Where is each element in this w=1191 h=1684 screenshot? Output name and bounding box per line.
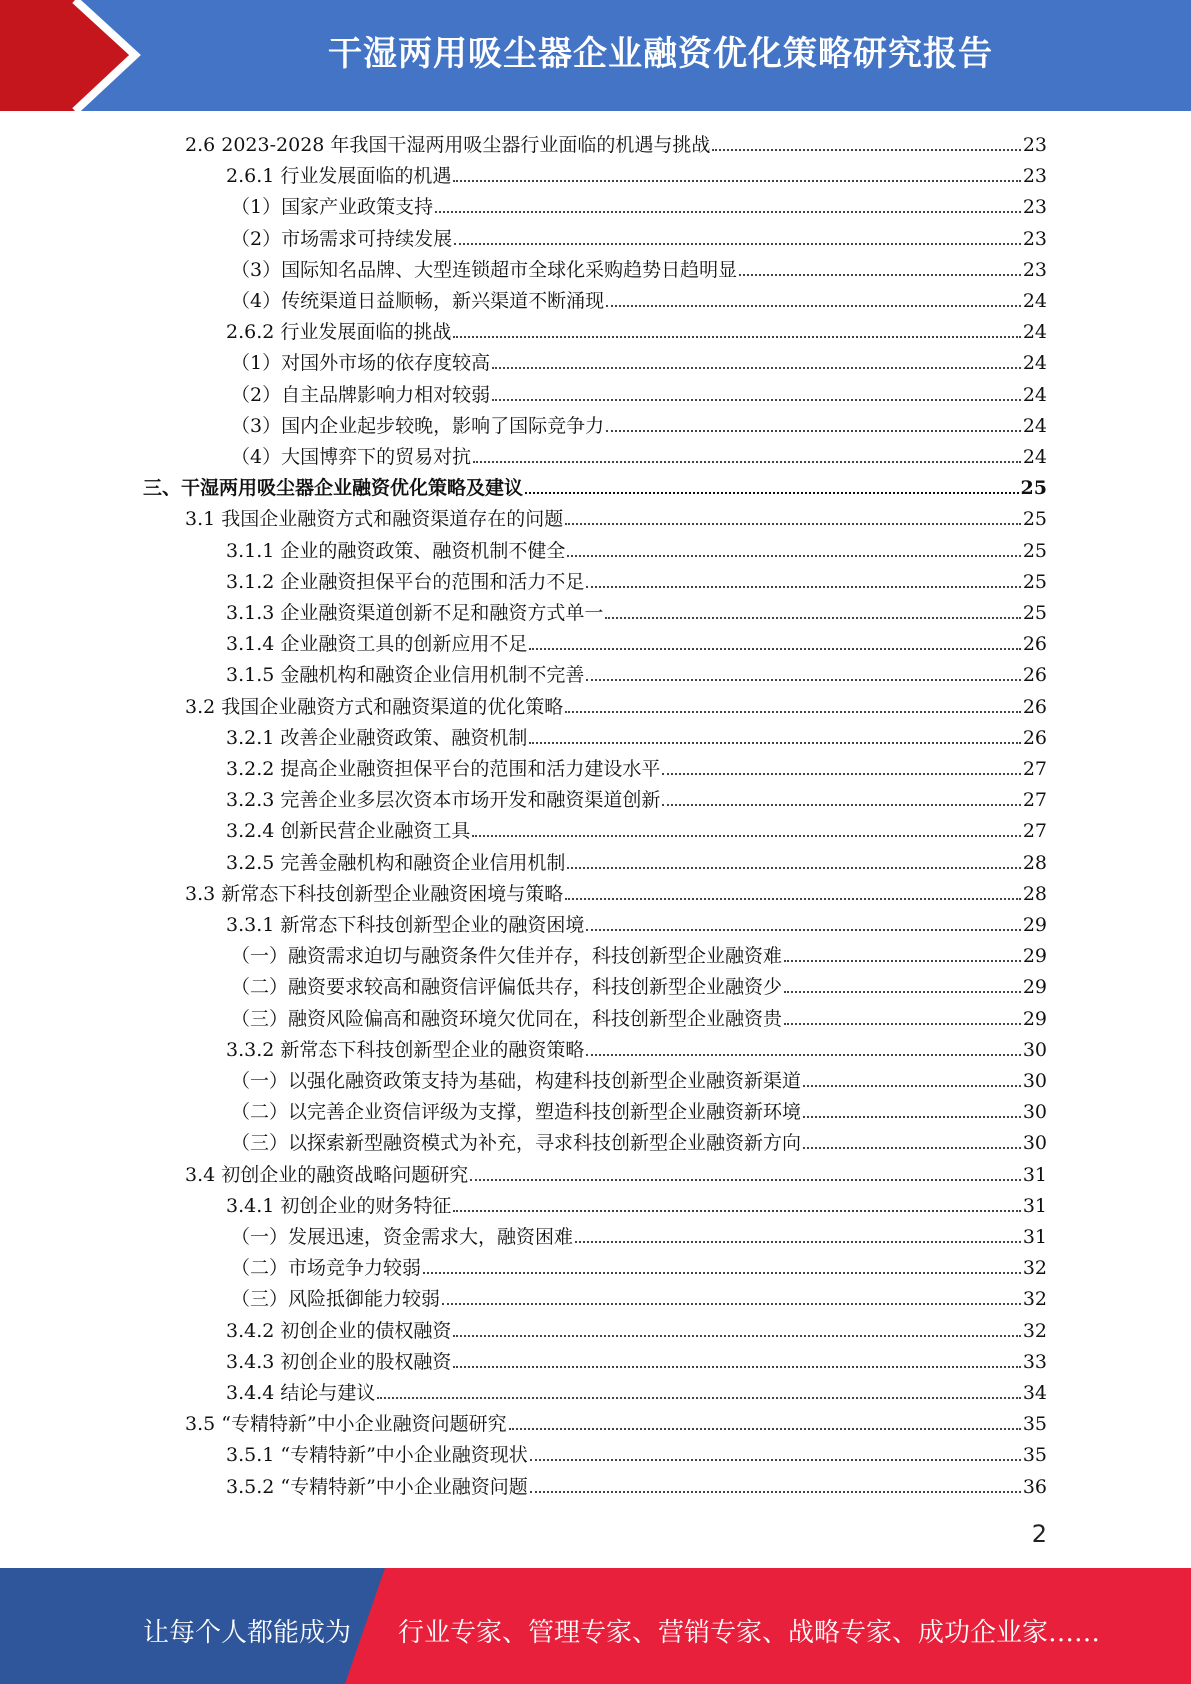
toc-dot-leader: [453, 1210, 1020, 1212]
toc-dot-leader: [435, 211, 1021, 213]
toc-entry-label: 3.2.1 改善企业融资政策、融资机制: [226, 726, 528, 749]
toc-dot-leader: [784, 991, 1021, 993]
toc-dot-leader: [529, 648, 1020, 650]
toc-entry[interactable]: [226, 594, 1047, 625]
toc-dot-leader: [529, 742, 1020, 744]
toc-entry[interactable]: [226, 1436, 1047, 1467]
toc-entry-label: （二）融资要求较高和融资信评偏低共存，科技创新型企业融资少: [231, 976, 783, 999]
page-header: [0, 0, 1191, 111]
toc-entry-label: 2.6.1 行业发展面临的机遇: [226, 165, 452, 188]
toc-entry[interactable]: [231, 1218, 1047, 1249]
toc-entry-label: 3.3.2 新常态下科技创新型企业的融资策略: [226, 1038, 585, 1061]
toc-entry-label: 3.3.1 新常态下科技创新型企业的融资困境: [226, 914, 585, 936]
toc-entry-label: （1）国家产业政策支持: [231, 196, 434, 219]
toc-dot-leader: [423, 1272, 1021, 1274]
toc-dot-leader: [453, 1366, 1020, 1368]
toc-dot-leader: [453, 180, 1020, 182]
toc-dot-leader: [784, 1023, 1021, 1025]
toc-entry[interactable]: [226, 1031, 1047, 1062]
report-title: 干湿两用吸尘器企业融资优化策略研究报告: [328, 34, 993, 74]
toc-entry-label: 3.1.1 企业的融资政策、融资机制不健全: [226, 539, 566, 562]
toc-entry-page: 24: [1022, 290, 1047, 312]
toc-entry-page: 31: [1022, 1163, 1047, 1186]
toc-entry[interactable]: [231, 376, 1047, 407]
toc-entry[interactable]: [226, 1468, 1047, 1499]
toc-entry-page: 32: [1022, 1288, 1047, 1311]
toc-entry-page: 30: [1022, 1070, 1047, 1092]
toc-entry-page: 29: [1022, 945, 1047, 968]
toc-entry-label: 3.2.2 提高企业融资担保平台的范围和活力建设水平: [226, 758, 661, 780]
toc-dot-leader: [662, 804, 1020, 806]
toc-entry-page: 25: [1022, 508, 1047, 531]
toc-entry[interactable]: [231, 407, 1047, 438]
toc-entry-label: 3.4.1 初创企业的财务特征: [226, 1194, 452, 1217]
toc-entry-label: 2.6 2023-2028 年我国干湿两用吸尘器行业面临的机遇与挑战: [185, 134, 711, 156]
toc-entry[interactable]: [226, 157, 1047, 188]
toc-dot-leader: [377, 1397, 1020, 1399]
toc-entry-label: 3.1.4 企业融资工具的创新应用不足: [226, 633, 528, 656]
toc-entry-label: （一）发展迅速，资金需求大，融资困难: [231, 1226, 574, 1248]
toc-dot-leader: [605, 617, 1020, 619]
toc-entry[interactable]: [231, 937, 1047, 968]
toc-entry-page: 26: [1022, 664, 1047, 687]
toc-dot-leader: [470, 1179, 1021, 1181]
toc-entry-page: 35: [1022, 1444, 1047, 1467]
toc-entry-label: （二）市场竞争力较弱: [231, 1257, 422, 1280]
toc-entry-label: 3.4.3 初创企业的股权融资: [226, 1350, 452, 1373]
toc-dot-leader: [803, 1085, 1021, 1087]
toc-entry-page: 27: [1022, 820, 1047, 843]
toc-entry-label: 2.6.2 行业发展面临的挑战: [226, 321, 452, 344]
toc-entry[interactable]: [185, 500, 1047, 531]
toc-entry-label: （1）对国外市场的依存度较高: [231, 352, 491, 375]
toc-entry-label: （2）市场需求可持续发展: [231, 227, 453, 250]
toc-entry-label: 3.1.3 企业融资渠道创新不足和融资方式单一: [226, 602, 604, 624]
toc-entry-page: 24: [1022, 383, 1047, 406]
toc-entry[interactable]: [231, 344, 1047, 375]
toc-dot-leader: [453, 336, 1020, 338]
footer-slogan-left: 让每个人都能成为: [143, 1618, 352, 1648]
toc-entry[interactable]: [231, 968, 1047, 999]
toc-dot-leader: [739, 274, 1021, 276]
toc-entry-page: 30: [1022, 1101, 1047, 1124]
toc-entry-label: 3.1.2 企业融资担保平台的范围和活力不足: [226, 570, 585, 593]
toc-entry[interactable]: [226, 563, 1047, 594]
toc-entry-label: 3.4.4 结论与建议: [226, 1382, 376, 1404]
toc-entry[interactable]: [231, 282, 1047, 313]
toc-entry-page: 24: [1022, 352, 1047, 375]
toc-dot-leader: [565, 898, 1021, 900]
toc-entry-page: 25: [1022, 602, 1047, 624]
toc-entry-page: 25: [1022, 570, 1047, 593]
toc-entry-page: 26: [1022, 726, 1047, 749]
toc-entry-label: （一）融资需求迫切与融资条件欠佳并存，科技创新型企业融资难: [231, 945, 783, 968]
toc-dot-leader: [586, 586, 1020, 588]
toc-dot-leader: [586, 679, 1020, 681]
toc-entry[interactable]: [231, 220, 1047, 251]
toc-entry-label: （2）自主品牌影响力相对较弱: [231, 383, 491, 406]
toc-dot-leader: [509, 1428, 1021, 1430]
toc-entry-label: （4）大国博弈下的贸易对抗: [231, 446, 472, 468]
toc-entry[interactable]: [226, 719, 1047, 750]
toc-dot-leader: [453, 1335, 1020, 1337]
toc-dot-leader: [567, 867, 1020, 869]
toc-dot-leader: [712, 149, 1020, 151]
toc-entry[interactable]: [185, 126, 1047, 157]
toc-entry-label: 3.2.5 完善金融机构和融资企业信用机制: [226, 851, 566, 874]
toc-entry-label: （4）传统渠道日益顺畅，新兴渠道不断涌现: [231, 290, 605, 312]
toc-entry[interactable]: [231, 438, 1047, 469]
toc-entry-page: 29: [1022, 914, 1047, 936]
toc-entry[interactable]: [226, 625, 1047, 656]
toc-dot-leader: [492, 367, 1021, 369]
toc-dot-leader: [662, 773, 1020, 775]
toc-entry[interactable]: [231, 1093, 1047, 1124]
toc-entry[interactable]: [231, 251, 1047, 282]
toc-dot-leader: [565, 523, 1021, 525]
toc-entry-label: （二）以完善企业资信评级为支撑，塑造科技创新型企业融资新环境: [231, 1101, 802, 1124]
toc-entry-page: 26: [1022, 695, 1047, 718]
toc-entry[interactable]: [231, 1249, 1047, 1280]
toc-dot-leader: [575, 1241, 1021, 1243]
toc-entry-page: 23: [1022, 227, 1047, 250]
toc-entry[interactable]: [231, 188, 1047, 219]
toc-entry[interactable]: [185, 688, 1047, 719]
toc-entry-page: 23: [1022, 196, 1047, 219]
toc-entry-label: 三、干湿两用吸尘器企业融资优化策略及建议: [143, 477, 524, 500]
toc-entry-page: 25: [1022, 539, 1047, 562]
toc-dot-leader: [803, 1147, 1021, 1149]
toc-entry[interactable]: [143, 469, 1047, 500]
toc-entry-label: （3）国内企业起步较晚，影响了国际竞争力: [231, 414, 605, 437]
toc-entry-label: 3.4 初创企业的融资战略问题研究: [185, 1163, 469, 1186]
toc-entry-page: 28: [1022, 851, 1047, 874]
toc-entry[interactable]: [226, 1343, 1047, 1374]
toc-entry-page: 35: [1022, 1413, 1047, 1436]
toc-dot-leader: [530, 1491, 1021, 1493]
page-footer: [0, 1568, 1191, 1684]
toc-entry-label: 3.2 我国企业融资方式和融资渠道的优化策略: [185, 695, 564, 718]
toc-entry[interactable]: [231, 1124, 1047, 1155]
toc-dot-leader: [586, 929, 1020, 931]
toc-entry-label: 3.4.2 初创企业的债权融资: [226, 1319, 452, 1342]
toc-entry-label: 3.1.5 金融机构和融资企业信用机制不完善: [226, 664, 585, 687]
toc-dot-leader: [492, 399, 1021, 401]
toc-entry-label: 3.5.1 “专精特新”中小企业融资现状: [226, 1444, 528, 1467]
toc-entry-page: 24: [1022, 321, 1047, 344]
toc-entry-page: 23: [1022, 165, 1047, 188]
page-number: 2: [1031, 1520, 1047, 1548]
toc-entry[interactable]: [226, 750, 1047, 781]
toc-entry-page: 32: [1022, 1319, 1047, 1342]
toc-entry-page: 27: [1022, 758, 1047, 780]
toc-entry-label: （三）风险抵御能力较弱: [231, 1288, 441, 1311]
toc-dot-leader: [784, 960, 1021, 962]
toc-entry-label: （三）以探索新型融资模式为补充，寻求科技创新型企业融资新方向: [231, 1132, 802, 1155]
toc-entry-label: （一）以强化融资政策支持为基础，构建科技创新型企业融资新渠道: [231, 1070, 802, 1092]
toc-entry-label: 3.1 我国企业融资方式和融资渠道存在的问题: [185, 508, 564, 531]
footer-slogan-right: 行业专家、管理专家、营销专家、战略专家、成功企业家……: [398, 1618, 1101, 1648]
toc-dot-leader: [472, 835, 1020, 837]
toc-entry-page: 26: [1022, 633, 1047, 656]
toc-entry-page: 31: [1022, 1226, 1047, 1248]
toc-entry-page: 29: [1022, 976, 1047, 999]
toc-entry[interactable]: [185, 1156, 1047, 1187]
toc-entry-page: 34: [1022, 1382, 1047, 1404]
toc-dot-leader: [567, 555, 1020, 557]
toc-entry-page: 29: [1022, 1007, 1047, 1030]
toc-entry-page: 23: [1022, 258, 1047, 281]
toc-entry-label: 3.2.4 创新民营企业融资工具: [226, 820, 471, 843]
toc-dot-leader: [586, 1054, 1020, 1056]
toc-entry-page: 24: [1022, 446, 1047, 468]
toc-dot-leader: [530, 1459, 1021, 1461]
toc-entry[interactable]: [226, 656, 1047, 687]
toc-dot-leader: [442, 1303, 1021, 1305]
toc-entry-page: 31: [1022, 1194, 1047, 1217]
toc-dot-leader: [565, 711, 1021, 713]
toc-entry[interactable]: [185, 1405, 1047, 1436]
toc-entry-page: 23: [1022, 134, 1047, 156]
toc-entry[interactable]: [231, 1280, 1047, 1311]
toc-entry[interactable]: [185, 875, 1047, 906]
toc-entry[interactable]: [226, 1187, 1047, 1218]
toc-entry[interactable]: [231, 1062, 1047, 1093]
toc-entry-page: 28: [1022, 882, 1047, 905]
header-arrow-decoration: [0, 0, 170, 111]
toc-entry-page: 30: [1022, 1132, 1047, 1155]
toc-entry[interactable]: [226, 812, 1047, 843]
toc-dot-leader: [803, 1116, 1021, 1118]
toc-entry-label: 3.2.3 完善企业多层次资本市场开发和融资渠道创新: [226, 789, 661, 812]
toc-entry[interactable]: [231, 1000, 1047, 1031]
toc-entry[interactable]: [226, 1312, 1047, 1343]
toc-entry-label: 3.3 新常态下科技创新型企业融资困境与策略: [185, 882, 564, 905]
toc-entry-page: 24: [1022, 414, 1047, 437]
toc-entry[interactable]: [226, 313, 1047, 344]
toc-dot-leader: [473, 461, 1021, 463]
toc-entry-page: 32: [1022, 1257, 1047, 1280]
toc-entry[interactable]: [226, 844, 1047, 875]
toc-entry-page: 25: [1020, 477, 1047, 500]
toc-entry[interactable]: [226, 906, 1047, 937]
toc-dot-leader: [525, 492, 1019, 494]
toc-entry-label: 3.5 “专精特新”中小企业融资问题研究: [185, 1413, 507, 1436]
toc-dot-leader: [606, 305, 1021, 307]
toc-entry-page: 30: [1022, 1038, 1047, 1061]
toc-entry-label: （3）国际知名品牌、大型连锁超市全球化采购趋势日趋明显: [231, 258, 738, 281]
toc-entry[interactable]: [226, 781, 1047, 812]
toc-entry-page: 27: [1022, 789, 1047, 812]
toc-entry-page: 36: [1022, 1475, 1047, 1498]
toc-dot-leader: [454, 243, 1021, 245]
toc-entry[interactable]: [226, 532, 1047, 563]
toc-entry-label: （三）融资风险偏高和融资环境欠优同在，科技创新型企业融资贵: [231, 1007, 783, 1030]
toc-entry-page: 33: [1022, 1350, 1047, 1373]
toc-dot-leader: [606, 430, 1021, 432]
toc-entry[interactable]: [226, 1374, 1047, 1405]
toc-entry-label: 3.5.2 “专精特新”中小企业融资问题: [226, 1475, 528, 1498]
